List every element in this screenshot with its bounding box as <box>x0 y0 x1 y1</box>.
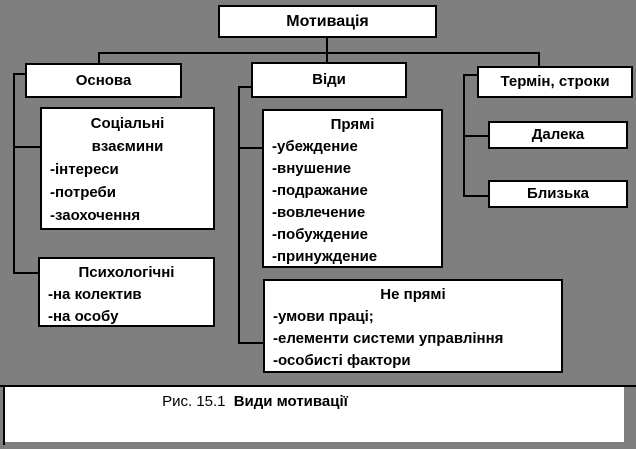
node-nepriami <box>263 279 563 373</box>
bracket-left-vertical <box>13 73 15 274</box>
node-priami-title: Прямі <box>330 116 375 133</box>
figure-caption-number: Рис. 15.1 <box>162 393 226 410</box>
node-nepriami-title: Не прямі <box>380 286 446 303</box>
bracket-mid-stub-nepriami <box>238 342 265 344</box>
node-osnova-label: Основа <box>75 71 132 89</box>
bracket-mid-stub-priami <box>238 147 264 149</box>
node-nepriami-item: -елементи системи управління <box>273 330 504 347</box>
node-priami-item: -принуждение <box>272 248 378 265</box>
node-psycho-title: Психологічні <box>78 264 175 281</box>
bracket-left-stub-social <box>13 146 42 148</box>
node-priami <box>262 109 443 268</box>
caption-band <box>5 387 624 442</box>
node-vidy <box>251 62 407 98</box>
node-osnova <box>25 63 182 98</box>
node-daleka <box>488 121 628 149</box>
node-priami-item: -вовлечение <box>272 204 366 221</box>
node-psycho-item: -на колектив <box>48 286 142 303</box>
node-termin-label: Термін, строки <box>500 73 610 90</box>
node-motivation-label: Мотивація <box>286 12 369 30</box>
connector-main-horizontal <box>98 52 540 54</box>
bracket-mid-vertical <box>238 86 240 344</box>
node-priami-item: -побуждение <box>272 226 368 243</box>
node-nepriami-item: -умови праці; <box>273 308 374 325</box>
node-social-item: -потреби <box>50 184 116 201</box>
figure-caption-title: Види мотивації <box>233 393 348 410</box>
node-priami-item: -подражание <box>272 182 368 199</box>
node-psycho-item: -на особу <box>48 308 119 325</box>
node-social <box>40 107 215 230</box>
node-blyzka-label: Близька <box>526 185 590 202</box>
node-psycho <box>38 257 215 327</box>
node-daleka-label: Далека <box>531 126 585 143</box>
node-motivation <box>218 5 437 38</box>
connector-trunk-vertical <box>326 37 328 64</box>
figure-caption <box>5 393 505 410</box>
node-termin <box>477 66 633 98</box>
bracket-left-stub-psycho <box>13 272 40 274</box>
node-social-item: -заохочення <box>50 207 141 224</box>
bracket-right-stub-blyzka <box>463 195 490 197</box>
node-social-title-line1: Соціальні <box>90 115 165 132</box>
node-priami-item: -убеждение <box>272 138 358 155</box>
node-nepriami-item: -особисті фактори <box>273 352 411 369</box>
node-social-title-line2: взаємини <box>91 138 164 155</box>
node-vidy-label: Віди <box>312 71 346 88</box>
node-social-item: -інтереси <box>50 161 119 178</box>
bracket-right-stub-daleka <box>463 135 490 137</box>
node-priami-item: -внушение <box>272 160 352 177</box>
node-blyzka <box>488 180 628 208</box>
